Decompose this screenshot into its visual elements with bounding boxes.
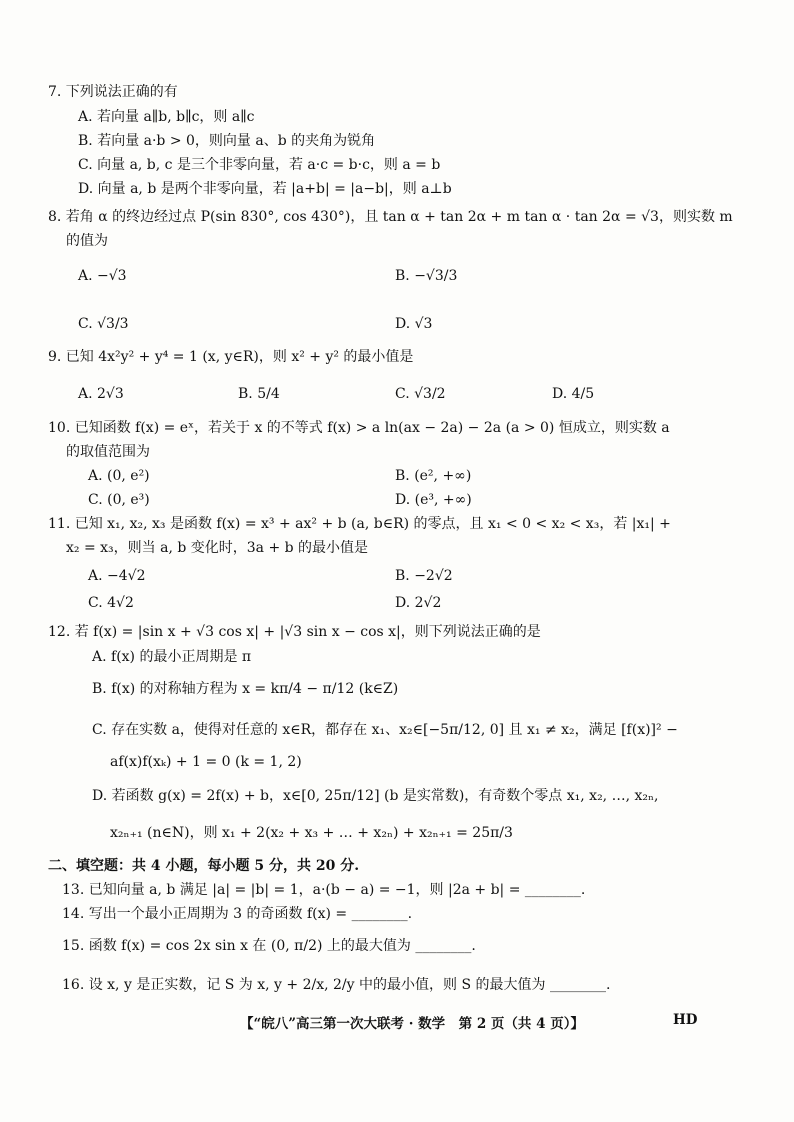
q11-stem-line1: 11. 已知 x₁, x₂, x₃ 是函数 f(x) = x³ + ax² + b (a, b∈R) 的零点，且 x₁ < 0 < x₂ < x₃，若 |x₁| + [48,516,671,532]
q9-option-a: A. 2√3 [78,386,124,402]
q9-option-d: D. 4/5 [552,386,595,402]
q12-option-c-line2: af(x)f(xₖ) + 1 = 0 (k = 1, 2) [110,754,302,770]
q7-option-c: C. 向量 a, b, c 是三个非零向量，若 a·c = b·c，则 a = b [78,157,441,173]
q11-option-c: C. 4√2 [88,595,134,611]
q9-option-b: B. 5/4 [238,386,280,402]
footer-text: 【“皖八”高三第一次大联考 · 数学 第 2 页（共 4 页）】 [240,1016,584,1032]
q8-option-a: A. −√3 [78,268,127,284]
q10-option-d: D. (e³, +∞) [395,492,472,508]
q8-option-d: D. √3 [395,316,433,332]
q12-option-a: A. f(x) 的最小正周期是 π [92,649,252,665]
q8-stem-line1: 8. 若角 α 的终边经过点 P(sin 830°, cos 430°)，且 tan α + tan 2α + m tan α · tan 2α = √3，则实数 m [48,209,733,225]
q8-option-b: B. −√3/3 [395,268,458,284]
q12-option-c-line1: C. 存在实数 a，使得对任意的 x∈R，都存在 x₁、x₂∈[−5π/12, 0] 且 x₁ ≠ x₂，满足 [f(x)]² − [92,722,678,738]
q9-option-c: C. √3/2 [395,386,446,402]
q9-stem: 9. 已知 4x²y² + y⁴ = 1 (x, y∈R)，则 x² + y² 的最小值是 [48,349,414,365]
q11-option-b: B. −2√2 [395,568,453,584]
q12-stem: 12. 若 f(x) = |sin x + √3 cos x| + |√3 sin x − cos x|，则下列说法正确的是 [48,624,541,640]
q11-option-a: A. −4√2 [88,568,146,584]
q11-option-d: D. 2√2 [395,595,442,611]
q13: 13. 已知向量 a, b 满足 |a| = |b| = 1，a·(b − a) = −1，则 |2a + b| = ________. [62,882,586,898]
q12-option-b: B. f(x) 的对称轴方程为 x = kπ/4 − π/12 (k∈Z) [92,681,399,697]
q10-option-c: C. (0, e³) [88,492,150,508]
q15: 15. 函数 f(x) = cos 2x sin x 在 (0, π/2) 上的最大值为 ________. [62,938,476,954]
q10-option-b: B. (e², +∞) [395,468,472,484]
section2-title: 二、填空题：共 4 小题，每小题 5 分，共 20 分. [48,858,360,874]
q8-option-c: C. √3/3 [78,316,129,332]
q10-stem-line1: 10. 已知函数 f(x) = eˣ，若关于 x 的不等式 f(x) > a ln(ax − 2a) − 2a (a > 0) 恒成立，则实数 a [48,420,670,436]
q12-option-d-line1: D. 若函数 g(x) = 2f(x) + b，x∈[0, 25π/12] (b 是实常数)，有奇数个零点 x₁, x₂, …, x₂ₙ, [92,788,659,804]
q7-option-b: B. 若向量 a·b > 0，则向量 a、b 的夹角为锐角 [78,133,376,149]
q14: 14. 写出一个最小正周期为 3 的奇函数 f(x) = ________. [62,906,413,922]
q10-stem-line2: 的取值范围为 [66,444,150,460]
q7-option-d: D. 向量 a, b 是两个非零向量，若 |a+b| = |a−b|，则 a⊥b [78,181,452,197]
q11-stem-line2: x₂ = x₃，则当 a, b 变化时，3a + b 的最小值是 [66,540,369,556]
q12-option-d-line2: x₂ₙ₊₁ (n∈N)，则 x₁ + 2(x₂ + x₃ + … + x₂ₙ) + x₂ₙ₊₁ = 25π/3 [110,825,513,841]
q16: 16. 设 x, y 是正实数，记 S 为 x, y + 2/x, 2/y 中的最小值，则 S 的最大值为 ________. [62,977,611,993]
footer-code: HD [673,1012,698,1028]
q10-option-a: A. (0, e²) [88,468,150,484]
q7-option-a: A. 若向量 a∥b, b∥c，则 a∥c [78,109,255,125]
q7-stem: 7. 下列说法正确的有 [48,84,178,100]
q8-stem-line2: 的值为 [66,233,108,249]
